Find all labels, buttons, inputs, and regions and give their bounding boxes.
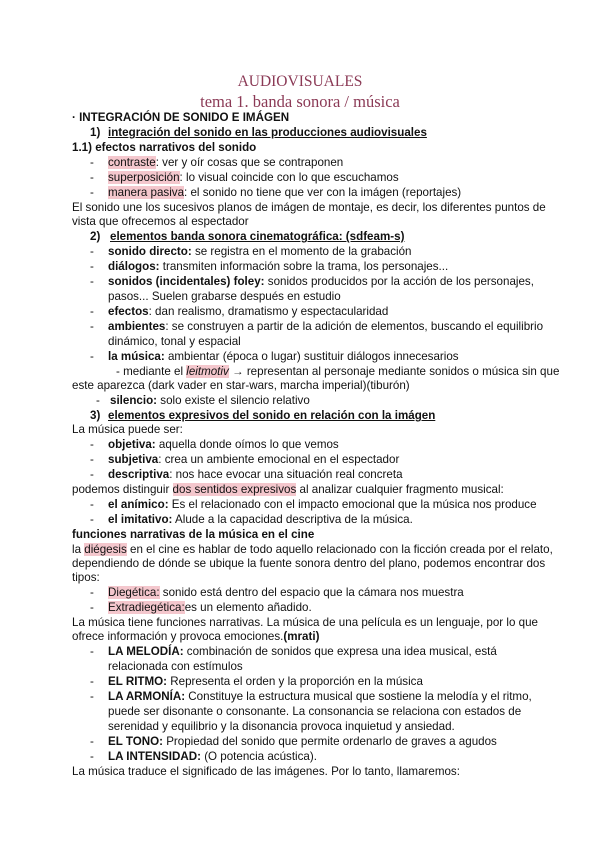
highlight: contraste	[108, 156, 156, 169]
s1-number: 1)	[90, 126, 101, 139]
list-item-continuation: dinámico, tonal y espacial	[108, 335, 241, 348]
paragraph-line: La música tiene funciones narrativas. La música de una película es un lenguaje, por lo que	[72, 616, 538, 629]
paragraph-line: La música puede ser:	[72, 423, 183, 436]
list-item: -	[90, 171, 94, 184]
s1-heading: integración del sonido en las producciones audiovisuales	[108, 126, 427, 139]
list-item: sonidos (incidentales) foley: sonidos producidos por la acción de los personajes,	[108, 275, 534, 288]
leitmotiv-line: - mediante el leitmotiv → representan al personaje mediante sonidos o música sin que	[116, 365, 560, 378]
list-item: la música: ambientar (época o lugar) sustituir diálogos innecesarios	[108, 350, 459, 363]
list-item-continuation: puede ser disonante o consonante. La consonancia se relaciona con estados de	[108, 705, 522, 718]
s3-heading: elementos expresivos del sonido en relación con la imágen	[108, 409, 436, 422]
paragraph-line: dependiendo de dónde se ubique la fuente sonora dentro del plano, podemos encontrar dos	[72, 557, 546, 570]
list-item: Extradiegética:es un elemento añadido.	[108, 601, 312, 614]
doc-subtitle: tema 1. banda sonora / música	[200, 92, 400, 111]
list-item-continuation: relacionada con estímulos	[108, 660, 243, 673]
list-item: EL RITMO: Representa el orden y la proporción en la música	[108, 675, 423, 688]
list-item: LA ARMONÍA: Constituye la estructura musical que sostiene la melodía y el ritmo,	[108, 690, 532, 703]
paragraph-line: ofrece información y provoca emociones.(mrati)	[72, 630, 320, 643]
highlight: Extradiegética:	[108, 601, 185, 614]
list-item: diálogos: transmiten información sobre la trama, los personajes...	[108, 260, 449, 273]
list-item-continuation: serenidad y equilibrio y la disonancia provoca inquietud y ansiedad.	[108, 720, 455, 733]
list-item: superposición: lo visual coincide con lo que escuchamos	[108, 171, 399, 184]
list-item: manera pasiva: el sonido no tiene que ver con la imágen (reportajes)	[108, 186, 462, 199]
highlight: dos sentidos expresivos	[172, 483, 297, 496]
highlight: diégesis	[84, 543, 127, 556]
paragraph-line: tipos:	[72, 571, 100, 584]
list-item: -	[90, 186, 94, 199]
list-item: LA INTENSIDAD: (O potencia acústica).	[108, 750, 317, 763]
list-item: ambientes: se construyen a partir de la adición de elementos, buscando el equilibrio	[108, 320, 544, 333]
funciones-heading: funciones narrativas de la música en el cine	[72, 528, 315, 541]
list-item: el anímico: Es el relacionado con el impacto emocional que la música nos produce	[108, 498, 537, 511]
highlight: manera pasiva	[108, 186, 185, 199]
list-item: el imitativo: Alude a la capacidad descriptiva de la música.	[108, 513, 413, 526]
list-item: LA MELODÍA: combinación de sonidos que expresa una idea musical, está	[108, 645, 497, 658]
document-page: AUDIOVISUALES tema 1. banda sonora / música · INTEGRACIÓN DE SONIDO E IMÁGEN 1) integración del sonido en las producciones audiovisuales 1.1) efectos narrativos del sonido - contraste: ver y oír cosas que se contraponen - superposición: lo visual coincide con lo que escuchamos - manera pasiva: el sonido no tiene que ver con la imágen (reportajes) El sonido une los sucesivos planos de imágen de montaje, es decir, los diferentes puntos de vista que ofrecemos al espectador 2) elementos banda sonora cinematográfica: (sdfeam-s) - sonido directo: se registra en el momento de la grabación - diálogos: transmiten información sobre la trama, los personajes... - sonidos (incidentales) foley: sonidos producidos por la acción de los personajes, pasos... Suelen grabarse después en estudio - efectos: dan realismo, dramatismo y espectacularidad - ambientes: se construyen a partir de la adición de elementos, buscando el equilibrio dinámico, tonal y espacial - la música: ambientar (época o lugar) sustituir diálogos innecesarios - mediante el leitmotiv → representan al personaje mediante sonidos o música sin que este aparezca (dark vader en star-wars, marcha imperial)(tiburón) - silencio: solo existe el silencio relativo 3) elementos expresivos del sonido en relación con la imágen La música puede ser: - objetiva: aquella donde oímos lo que vemos - subjetiva: crea un ambiente emocional en el espectador - descriptiva: nos hace evocar una situación real concreta podemos distinguir dos sentidos expresivos al analizar cualquier fragmento musical: - el anímico: Es el relacionado con el impacto emocional que la música nos produce - el imitativo: Alude a la capacidad descriptiva de la música. funciones narrativas de la música en el cine la diégesis en el cine es hablar de todo aquello relacionado con la ficción creada por el relato, dependiendo de dónde se ubique la fuente sonora dentro del plano, podemos encontrar dos tipos: - Diegética: sonido está dentro del espacio que la cámara nos muestra - Extradiegética:es un elemento añadido. La música tiene funciones narrativas. La música de una película es un lenguaje, por lo que ofrece información y provoca emociones.(mrati) - LA MELODÍA: combinación de sonidos que expresa una idea musical, está relacionada con estímulos - EL RITMO: Representa el orden y la proporción en la música - LA ARMONÍA: Constituye la estructura musical que sostiene la melodía y el ritmo, puede ser disonante o consonante. La consonancia se relaciona con estados de serenidad y equilibrio y la disonancia provoca inquietud y ansiedad. - EL TONO: Propiedad del sonido que permite ordenarlo de graves a agudos - LA INTENSIDAD: (O potencia acústica). La música traduce el significado de las imágenes. Por lo tanto, llamaremos:	[0, 0, 600, 848]
list-item: descriptiva: nos hace evocar una situación real concreta	[108, 468, 403, 481]
highlight: Diegética:	[108, 586, 160, 599]
highlight: leitmotiv	[186, 365, 229, 378]
list-item: sonido directo: se registra en el momento de la grabación	[108, 245, 412, 258]
s2-number: 2)	[90, 230, 101, 243]
s1-subheading: 1.1) efectos narrativos del sonido	[72, 141, 257, 154]
list-item-continuation: pasos... Suelen grabarse después en estudio	[108, 290, 341, 303]
s3-number: 3)	[90, 409, 101, 422]
list-item: -	[90, 156, 94, 169]
doc-title: AUDIOVISUALES	[237, 73, 363, 90]
paragraph-line: la diégesis en el cine es hablar de todo aquello relacionado con la ficción creada por el relato,	[72, 543, 553, 556]
list-item: silencio: solo existe el silencio relativo	[110, 394, 310, 407]
list-item: objetiva: aquella donde oímos lo que vemos	[108, 438, 339, 451]
paragraph-line: podemos distinguir dos sentidos expresivos al analizar cualquier fragmento musical:	[72, 483, 504, 496]
list-item: Diegética: sonido está dentro del espacio que la cámara nos muestra	[108, 586, 464, 599]
list-item: subjetiva: crea un ambiente emocional en el espectador	[108, 453, 400, 466]
paragraph-line: La música traduce el significado de las imágenes. Por lo tanto, llamaremos:	[72, 765, 460, 778]
paragraph-line: El sonido une los sucesivos planos de imágen de montaje, es decir, los diferentes puntos de	[72, 201, 546, 214]
leitmotiv-continuation: este aparezca (dark vader en star-wars, marcha imperial)(tiburón)	[72, 379, 410, 392]
list-item: contraste: ver y oír cosas que se contraponen	[108, 156, 344, 169]
paragraph-line: vista que ofrecemos al espectador	[72, 215, 249, 228]
s2-heading: elementos banda sonora cinematográfica: (sdfeam-s)	[110, 230, 405, 243]
section-heading-main: · INTEGRACIÓN DE SONIDO E IMÁGEN	[72, 111, 290, 124]
highlight: superposición	[108, 171, 180, 184]
list-item: efectos: dan realismo, dramatismo y espectacularidad	[108, 305, 389, 318]
list-item: EL TONO: Propiedad del sonido que permite ordenarlo de graves a agudos	[108, 735, 497, 748]
